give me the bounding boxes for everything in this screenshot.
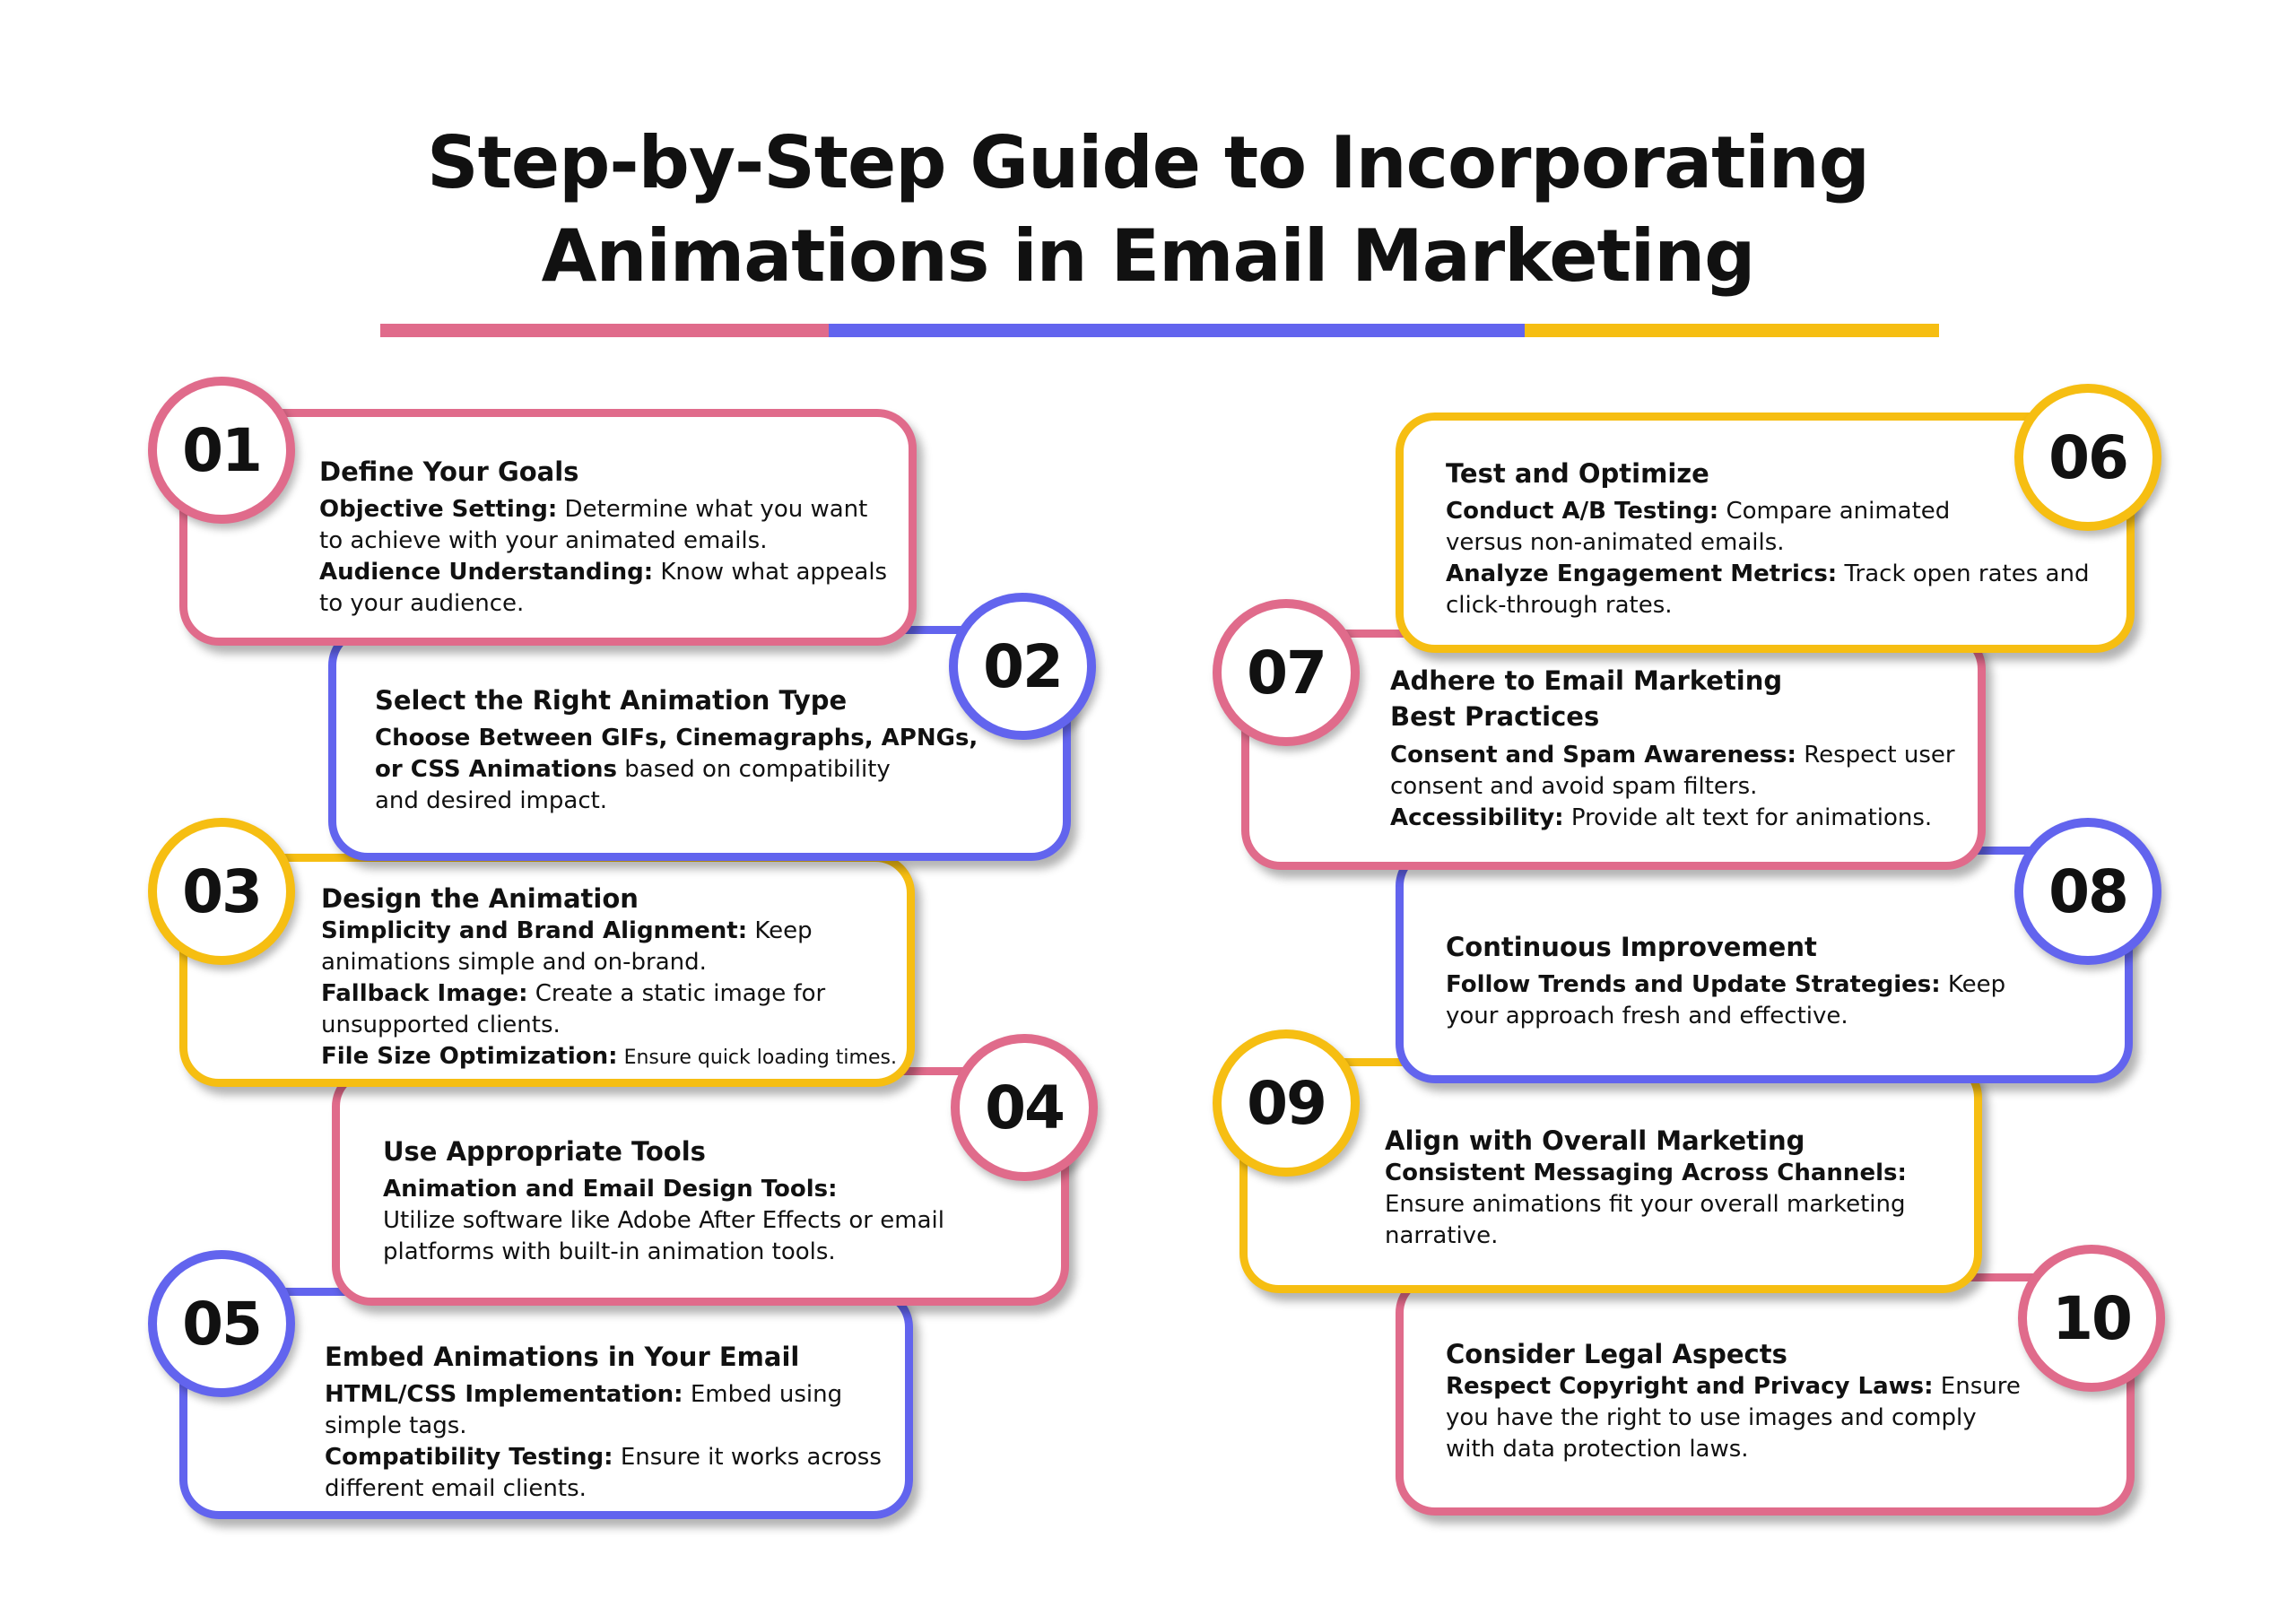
step-07-title-line-1: Adhere to Email Marketing: [1390, 665, 1783, 696]
title-divider-yellow: [1525, 324, 1939, 337]
step-03-line-2: animations simple and on-brand.: [321, 949, 707, 976]
step-01-line-1: Objective Setting: Determine what you want: [319, 496, 868, 523]
step-07-line-1: Consent and Spam Awareness: Respect user: [1390, 742, 1955, 769]
step-03-line-4: unsupported clients.: [321, 1012, 561, 1038]
step-09-line-1: Consistent Messaging Across Channels:: [1385, 1160, 1907, 1186]
step-06-line-1: Conduct A/B Testing: Compare animated: [1446, 498, 1951, 525]
step-05-number-badge: 05: [148, 1250, 295, 1397]
step-06-line-3: Analyze Engagement Metrics: Track open rates and: [1446, 560, 2090, 587]
step-03-number-badge: 03: [148, 818, 295, 965]
step-04-title: Use Appropriate Tools: [383, 1136, 706, 1167]
step-01-number-badge: 01: [148, 377, 295, 524]
step-01-title: Define Your Goals: [319, 456, 579, 487]
step-05-line-3: Compatibility Testing: Ensure it works across: [325, 1444, 882, 1471]
step-07-title-line-2: Best Practices: [1390, 701, 1600, 732]
step-07-line-3: Accessibility: Provide alt text for animations.: [1390, 804, 1933, 831]
step-08-title: Continuous Improvement: [1446, 932, 1817, 962]
step-06-line-4: click-through rates.: [1446, 592, 1673, 619]
step-03-title: Design the Animation: [321, 883, 639, 914]
step-04-line-1: Animation and Email Design Tools:: [383, 1176, 838, 1203]
step-03-line-5: File Size Optimization: Ensure quick loading times.: [321, 1043, 897, 1070]
step-08-number-badge: 08: [2014, 818, 2161, 965]
step-03-line-3: Fallback Image: Create a static image for: [321, 980, 826, 1007]
step-04-line-3: platforms with built-in animation tools.: [383, 1238, 836, 1265]
step-06-line-2: versus non-animated emails.: [1446, 529, 1785, 556]
step-07-title: [1390, 663, 1982, 734]
step-10-line-1: Respect Copyright and Privacy Laws: Ensure: [1446, 1373, 2021, 1400]
step-01-line-2: to achieve with your animated emails.: [319, 527, 768, 554]
page-title-line-1: Step-by-Step Guide to Incorporating: [426, 121, 1869, 204]
step-08-line-2: your approach fresh and effective.: [1446, 1003, 1848, 1029]
step-02-title: Select the Right Animation Type: [375, 685, 848, 716]
step-06-number-badge: 06: [2014, 384, 2161, 531]
step-05-title: Embed Animations in Your Email: [325, 1342, 800, 1372]
title-divider-blue: [829, 324, 1525, 337]
step-03-line-1: Simplicity and Brand Alignment: Keep: [321, 917, 813, 944]
step-05-line-1: HTML/CSS Implementation: Embed using: [325, 1381, 843, 1408]
step-02-line-1: Choose Between GIFs, Cinemagraphs, APNGs,: [375, 725, 978, 751]
step-09-line-2: Ensure animations fit your overall marketing: [1385, 1191, 1906, 1218]
step-10-title: Consider Legal Aspects: [1446, 1339, 1787, 1369]
step-08-line-1: Follow Trends and Update Strategies: Keep: [1446, 971, 2006, 998]
step-07-number-badge: 07: [1213, 599, 1360, 746]
step-07-line-2: consent and avoid spam filters.: [1390, 773, 1758, 800]
step-10-line-3: with data protection laws.: [1446, 1436, 1749, 1463]
step-04-line-2: Utilize software like Adobe After Effects or email: [383, 1207, 944, 1234]
step-09-line-3: narrative.: [1385, 1222, 1499, 1249]
step-02-line-3: and desired impact.: [375, 787, 608, 814]
title-divider-pink: [380, 324, 829, 337]
step-09-title: Align with Overall Marketing: [1385, 1125, 1805, 1156]
step-02-number-badge: 02: [949, 593, 1096, 740]
step-05-line-4: different email clients.: [325, 1475, 587, 1502]
step-01-line-3: Audience Understanding: Know what appeals: [319, 559, 888, 586]
step-04-number-badge: 04: [951, 1034, 1098, 1181]
page-title: [0, 117, 2296, 303]
step-10-line-2: you have the right to use images and comply: [1446, 1404, 1977, 1431]
step-02-line-2: or CSS Animations based on compatibility: [375, 756, 891, 783]
page-title-line-2: Animations in Email Marketing: [541, 214, 1755, 298]
step-05-line-2: simple tags.: [325, 1412, 467, 1439]
step-10-number-badge: 10: [2018, 1245, 2165, 1392]
step-09-number-badge: 09: [1213, 1029, 1360, 1177]
step-06-title: Test and Optimize: [1446, 458, 1709, 489]
step-01-line-4: to your audience.: [319, 590, 525, 617]
